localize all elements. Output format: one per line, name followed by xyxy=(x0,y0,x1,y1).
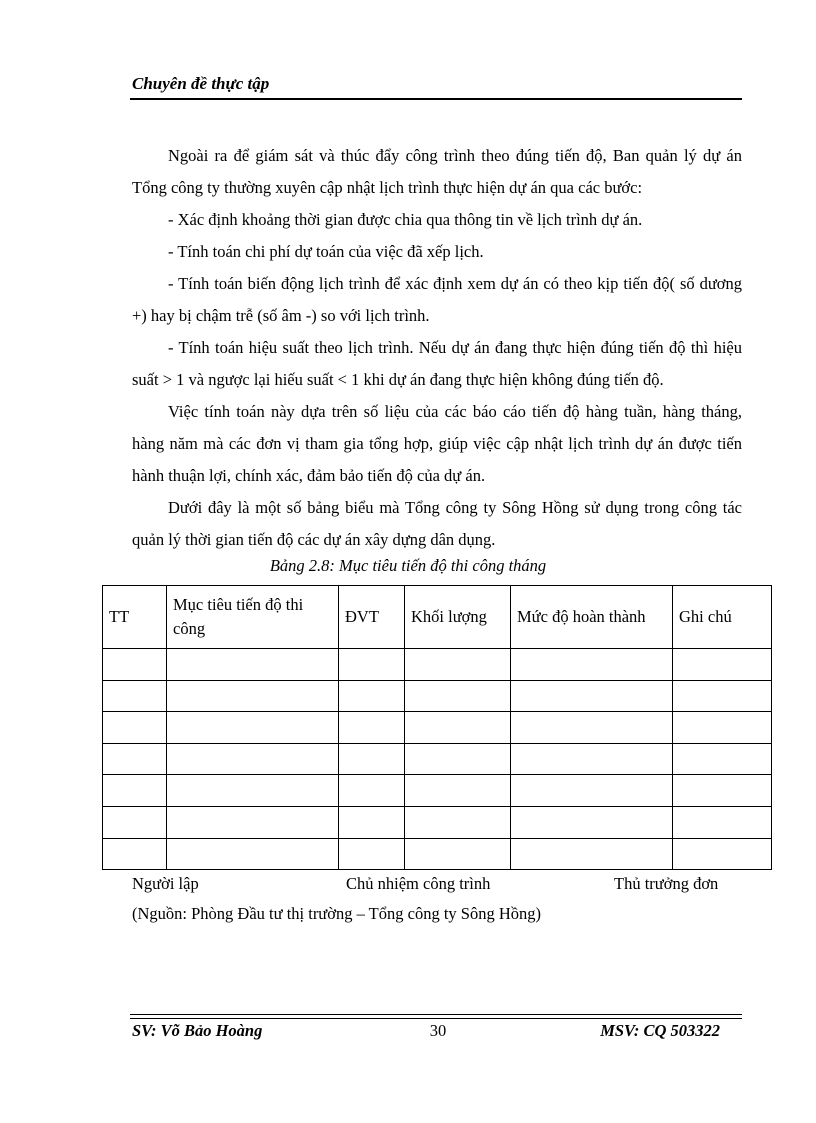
col-header-target: Mục tiêu tiến độ thi công xyxy=(167,586,339,649)
table-cell xyxy=(405,680,511,712)
table-row xyxy=(103,838,772,870)
step-3: - Tính toán biến động lịch trình để xác định xem dự án có theo kịp tiến độ( số dương +) hay bị chậm trễ (số âm -) so với lịch trình. xyxy=(132,274,742,325)
step-1: - Xác định khoảng thời gian được chia qua thông tin về lịch trình dự án. xyxy=(168,210,643,229)
footer-student-name: SV: Võ Bảo Hoàng xyxy=(132,1021,263,1040)
table-cell xyxy=(167,649,339,681)
col-header-note: Ghi chú xyxy=(673,586,772,649)
table-cell xyxy=(167,680,339,712)
paragraph-intro: Ngoài ra để giám sát và thúc đẩy công trình theo đúng tiến độ, Ban quản lý dự án Tổng công ty thường xuyên cập nhật lịch trình thực hiện dự án qua các bước: xyxy=(132,146,742,197)
table-cell xyxy=(511,712,673,744)
table-cell xyxy=(673,712,772,744)
table-cell xyxy=(405,649,511,681)
table-cell xyxy=(511,806,673,838)
signature-row xyxy=(132,874,732,898)
table-cell xyxy=(511,649,673,681)
table-row xyxy=(103,775,772,807)
table-cell xyxy=(167,712,339,744)
table-cell xyxy=(339,649,405,681)
col-header-quantity: Khối lượng xyxy=(405,586,511,649)
table-cell xyxy=(511,838,673,870)
step-2: - Tính toán chi phí dự toán của việc đã xếp lịch. xyxy=(168,242,484,261)
table-row xyxy=(103,680,772,712)
table-cell xyxy=(167,743,339,775)
table-cell xyxy=(103,649,167,681)
table-cell xyxy=(405,838,511,870)
table-cell xyxy=(339,838,405,870)
header-divider xyxy=(130,98,742,100)
table-cell xyxy=(673,775,772,807)
table-cell xyxy=(339,680,405,712)
table-cell xyxy=(673,649,772,681)
table-cell xyxy=(511,680,673,712)
paragraph-calculation: Việc tính toán này dựa trên số liệu của các báo cáo tiến độ hàng tuần, hàng tháng, hàng năm mà các đơn vị tham gia tổng hợp, giúp việc cập nhật lịch trình dự án được tiến hành thuận lợi, chính xác, đảm bảo tiến độ của dự án. xyxy=(132,402,742,485)
table-row xyxy=(103,806,772,838)
table-cell xyxy=(339,806,405,838)
table-cell xyxy=(339,775,405,807)
table-cell xyxy=(167,775,339,807)
table-cell xyxy=(673,838,772,870)
table-cell xyxy=(673,680,772,712)
table-cell xyxy=(103,838,167,870)
table-row xyxy=(103,649,772,681)
table-cell xyxy=(103,775,167,807)
table-cell xyxy=(511,743,673,775)
table-row xyxy=(103,712,772,744)
table-cell xyxy=(103,743,167,775)
table-cell xyxy=(405,806,511,838)
table-cell xyxy=(103,680,167,712)
table-cell xyxy=(511,775,673,807)
footer-page-number: 30 xyxy=(429,1021,447,1040)
signature-head: Thủ trưởng đơn xyxy=(614,874,719,893)
table-cell xyxy=(673,743,772,775)
col-header-unit: ĐVT xyxy=(339,586,405,649)
signature-project-manager: Chủ nhiệm công trình xyxy=(346,874,491,893)
table-header-row xyxy=(103,586,772,649)
footer-student-id: MSV: CQ 503322 xyxy=(600,1021,720,1040)
col-header-completion: Mức độ hoàn thành xyxy=(511,586,673,649)
footer-divider-thin xyxy=(130,1018,742,1019)
body-text xyxy=(132,140,742,556)
table-row xyxy=(103,743,772,775)
table-source-note: (Nguồn: Phòng Đầu tư thị trường – Tổng công ty Sông Hồng) xyxy=(132,904,542,923)
step-4: - Tính toán hiệu suất theo lịch trình. Nếu dự án đang thực hiện đúng tiến độ thì hiệu suất > 1 và ngược lại hiếu suất < 1 khi dự án đang thực hiện không đúng tiến độ. xyxy=(132,338,742,389)
table-cell xyxy=(167,838,339,870)
table-cell xyxy=(405,743,511,775)
table-caption: Bảng 2.8: Mục tiêu tiến độ thi công tháng xyxy=(269,556,547,575)
table-cell xyxy=(167,806,339,838)
col-header-tt: TT xyxy=(103,586,167,649)
table-cell xyxy=(405,712,511,744)
footer-divider-thick xyxy=(130,1014,742,1015)
progress-target-table xyxy=(102,585,772,870)
table-cell xyxy=(103,806,167,838)
paragraph-table-intro: Dưới đây là một số bảng biểu mà Tổng công ty Sông Hồng sử dụng trong công tác quản lý thời gian tiến độ các dự án xây dựng dân dụng. xyxy=(132,498,742,549)
signature-preparer: Người lập xyxy=(132,874,199,893)
table-cell xyxy=(673,806,772,838)
table-cell xyxy=(103,712,167,744)
page-header-title: Chuyên đề thực tập xyxy=(132,74,270,93)
table-cell xyxy=(405,775,511,807)
table-cell xyxy=(339,712,405,744)
table-cell xyxy=(339,743,405,775)
